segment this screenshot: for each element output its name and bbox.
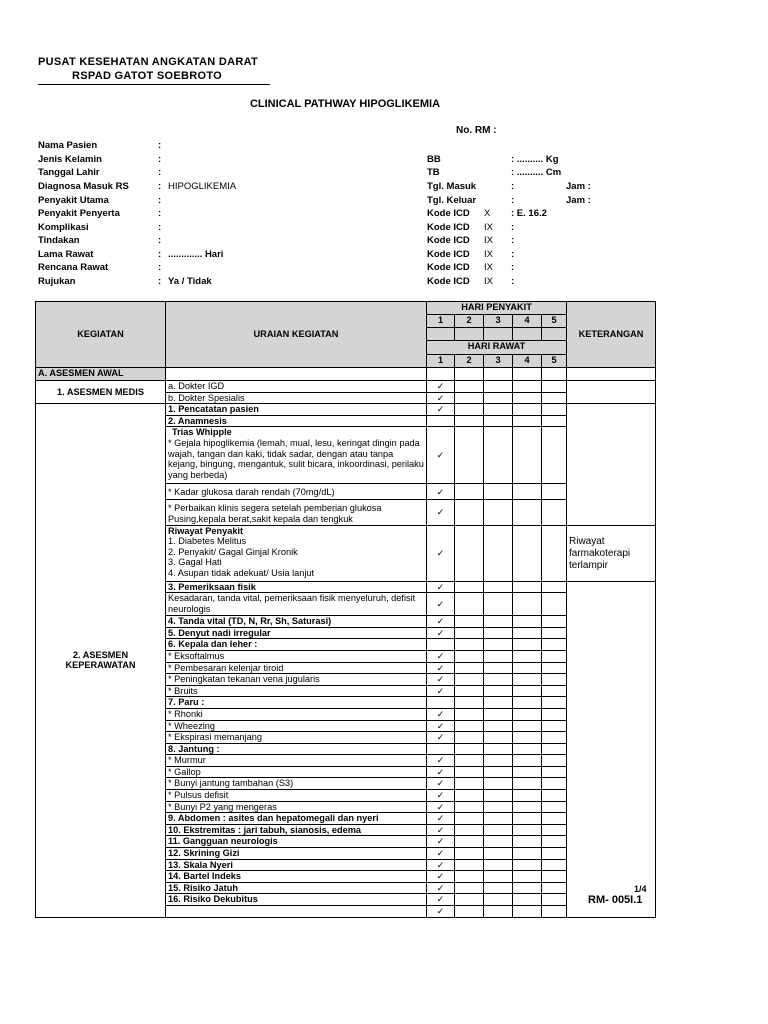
- row-text: * Bruits: [166, 685, 427, 697]
- field-label: Diagnosa Masuk RS: [38, 181, 129, 192]
- asesmen-keperawatan-text: 2. ASESMEN KEPERAWATAN: [65, 649, 136, 671]
- field-code: IX: [484, 249, 493, 260]
- field-value: : .......... Kg: [511, 154, 559, 165]
- check-icon: ✓: [427, 674, 455, 686]
- row-text: * Gallop: [166, 766, 427, 778]
- check-icon: ✓: [427, 685, 455, 697]
- field-label: Kode ICD: [427, 235, 470, 246]
- check-icon: ✓: [427, 871, 455, 883]
- col-kegiatan-header: KEGIATAN: [36, 302, 166, 368]
- field-value: : E. 16.2: [511, 208, 547, 219]
- trias-whipple-title: Trias Whipple: [172, 427, 232, 438]
- row-text: * Peningkatan tekanan vena jugularis: [166, 674, 427, 686]
- field-value: :: [511, 181, 515, 192]
- field-label: Penyakit Penyerta: [38, 208, 120, 219]
- check-icon: ✓: [427, 708, 455, 720]
- check-icon: ✓: [427, 404, 455, 416]
- field-colon: :: [158, 195, 162, 206]
- field-label: Lama Rawat: [38, 249, 94, 260]
- blank-cell: [427, 368, 455, 381]
- field-extra: Jam :: [566, 181, 591, 192]
- check-icon: ✓: [427, 813, 455, 825]
- field-colon: :: [158, 276, 162, 287]
- day-cell: 5: [542, 315, 567, 328]
- field-colon: :: [158, 140, 162, 151]
- row-text: 15. Risiko Jatuh: [166, 882, 427, 894]
- blank-cell: [484, 328, 513, 341]
- hari-rawat-header: HARI RAWAT: [427, 341, 567, 355]
- check-icon: ✓: [427, 848, 455, 860]
- day-cell: 3: [484, 355, 513, 368]
- field-colon: :: [158, 222, 162, 233]
- check-icon: ✓: [427, 732, 455, 744]
- row-text: * Ekspirasi memanjang: [166, 732, 427, 744]
- asesmen-keperawatan-label: [36, 404, 166, 917]
- diagnosis-value: HIPOGLIKEMIA: [168, 181, 237, 192]
- blank-cell: [542, 368, 567, 381]
- field-code: IX: [484, 222, 493, 233]
- check-icon: ✓: [427, 766, 455, 778]
- lama-rawat-value: ............. Hari: [168, 249, 224, 260]
- row-text: * Perbaikan klinis segera setelah pemberian glukosa Pusing,kepala berat,sakit kepala dan tengkuk: [166, 500, 427, 525]
- row-text: 7. Paru :: [166, 697, 427, 709]
- check-icon: ✓: [427, 755, 455, 767]
- riwayat-title: Riwayat Penyakit: [168, 525, 244, 536]
- riwayat-line: 1. Diabetes Melitus: [168, 536, 247, 547]
- keterangan-note: Riwayat farmakoterapi terlampir: [567, 525, 656, 581]
- no-rm-label: No. RM :: [456, 125, 497, 136]
- field-label: Penyakit Utama: [38, 195, 109, 206]
- check-icon: ✓: [427, 859, 455, 871]
- check-icon: ✓: [427, 616, 455, 628]
- field-label: Nama Pasien: [38, 140, 98, 151]
- day-cell: 1: [427, 315, 455, 328]
- field-colon: :: [158, 208, 162, 219]
- day-cell: 2: [455, 315, 484, 328]
- row-text: * Bunyi jantung tambahan (S3): [166, 778, 427, 790]
- row-text: 5. Denyut nadi irregular: [166, 627, 427, 639]
- field-value: :: [511, 276, 515, 287]
- check-icon: ✓: [427, 581, 455, 593]
- field-colon: :: [158, 235, 162, 246]
- day-cell: 2: [455, 355, 484, 368]
- row-text: 3. Pemeriksaan fisik: [166, 581, 427, 593]
- check-icon: ✓: [427, 906, 455, 918]
- row-text: * Eksoftalmus: [166, 650, 427, 662]
- row-text: a. Dokter IGD: [166, 381, 427, 393]
- field-code: X: [484, 208, 491, 219]
- day-cell: 5: [542, 355, 567, 368]
- check-icon: ✓: [427, 882, 455, 894]
- blank-cell: [567, 404, 656, 525]
- asesmen-medis-label: 1. ASESMEN MEDIS: [36, 381, 166, 404]
- row-text: * Kadar glukosa darah rendah (70mg/dL): [166, 484, 427, 500]
- row-text: 8. Jantung :: [166, 743, 427, 755]
- field-label: Tgl. Masuk: [427, 181, 477, 192]
- row-text: 9. Abdomen : asites dan hepatomegali dan nyeri: [166, 813, 427, 825]
- row-text: [166, 906, 427, 918]
- riwayat-line: 2. Penyakit/ Gagal Ginjal Kronik: [168, 546, 298, 557]
- form-code: RM- 005I.1: [588, 894, 643, 906]
- field-value: : .......... Cm: [511, 167, 562, 178]
- row-text: * Bunyi P2 yang mengeras: [166, 801, 427, 813]
- field-value: :: [511, 235, 515, 246]
- row-text: b. Dokter Spesialis: [166, 392, 427, 404]
- table-row: [36, 404, 656, 416]
- field-label: Tindakan: [38, 235, 80, 246]
- row-text: * Pembesaran kelenjar tiroid: [166, 662, 427, 674]
- check-icon: ✓: [427, 500, 455, 525]
- check-icon: ✓: [427, 525, 455, 581]
- riwayat-line: 4. Asupan tidak adekuat/ Usia lanjut: [168, 567, 315, 578]
- blank-cell: [455, 328, 484, 341]
- check-icon: ✓: [427, 778, 455, 790]
- day-cell: 4: [513, 355, 542, 368]
- check-icon: ✓: [427, 894, 455, 906]
- header-divider: [38, 84, 270, 85]
- row-text: 4. Tanda vital (TD, N, Rr, Sh, Saturasi): [166, 616, 427, 628]
- field-colon: :: [158, 249, 162, 260]
- row-text: 12. Skrining Gizi: [166, 848, 427, 860]
- blank-cell: [513, 328, 542, 341]
- row-text: * Pulsus defisit: [166, 790, 427, 802]
- field-colon: :: [158, 262, 162, 273]
- field-label: Tanggal Lahir: [38, 167, 100, 178]
- field-code: IX: [484, 235, 493, 246]
- row-text: * Wheezing: [166, 720, 427, 732]
- row-text: [166, 427, 427, 484]
- check-icon: ✓: [427, 662, 455, 674]
- check-icon: ✓: [427, 627, 455, 639]
- field-value: :: [511, 262, 515, 273]
- row-text: 6. Kepala dan leher :: [166, 639, 427, 651]
- check-icon: ✓: [427, 790, 455, 802]
- blank-cell: [567, 368, 656, 381]
- field-label: Kode ICD: [427, 276, 470, 287]
- field-value: :: [511, 195, 515, 206]
- table-row: [36, 381, 656, 393]
- check-icon: ✓: [427, 650, 455, 662]
- field-value: :: [511, 249, 515, 260]
- field-label: Komplikasi: [38, 222, 89, 233]
- field-label: Kode ICD: [427, 222, 470, 233]
- page-number: 1/4: [634, 884, 647, 894]
- check-icon: ✓: [427, 824, 455, 836]
- check-icon: ✓: [427, 484, 455, 500]
- row-text: 13. Skala Nyeri: [166, 859, 427, 871]
- rujukan-value: Ya / Tidak: [168, 276, 212, 287]
- field-label: Jenis Kelamin: [38, 154, 102, 165]
- blank-cell: [542, 328, 567, 341]
- row-text: Kesadaran, tanda vital, pemeriksaan fisik menyeluruh, defisit neurologis: [166, 593, 427, 616]
- org-line-1: PUSAT KESEHATAN ANGKATAN DARAT: [38, 56, 259, 68]
- day-cell: 3: [484, 315, 513, 328]
- row-text: * Rhonki: [166, 708, 427, 720]
- field-colon: :: [158, 181, 162, 192]
- field-label: Kode ICD: [427, 208, 470, 219]
- field-label: BB: [427, 154, 441, 165]
- blank-cell: [567, 581, 656, 917]
- check-icon: ✓: [427, 836, 455, 848]
- field-code: IX: [484, 276, 493, 287]
- blank-cell: [513, 368, 542, 381]
- trias-whipple-text: * Gejala hipoglikemia (lemah, mual, lesu, keringat dingin pada wajah, tangan dan kaki, tidak sadar, dengan atau tanpa kejang, bingung, mengantuk, sulit bicara, inkoordinasi, perilaku yang berbeda): [168, 437, 424, 480]
- row-text: 16. Risiko Dekubitus: [166, 894, 427, 906]
- check-icon: ✓: [427, 381, 455, 393]
- row-text: 14. Bartel Indeks: [166, 871, 427, 883]
- row-text: [166, 525, 427, 581]
- row-text: 2. Anamnesis: [166, 415, 427, 427]
- field-label: Rujukan: [38, 276, 76, 287]
- row-text: * Murmur: [166, 755, 427, 767]
- day-cell: 1: [427, 355, 455, 368]
- row-text: 10. Ekstremitas : jari tabuh, sianosis, edema: [166, 824, 427, 836]
- field-extra: Jam :: [566, 195, 591, 206]
- field-label: Rencana Rawat: [38, 262, 109, 273]
- document-title: CLINICAL PATHWAY HIPOGLIKEMIA: [249, 98, 441, 110]
- check-icon: ✓: [427, 392, 455, 404]
- field-colon: :: [158, 154, 162, 165]
- check-icon: ✓: [427, 720, 455, 732]
- riwayat-line: 3. Gagal Hati: [168, 557, 222, 568]
- check-icon: ✓: [427, 593, 455, 616]
- field-label: Kode ICD: [427, 249, 470, 260]
- field-label: Tgl. Keluar: [427, 195, 477, 206]
- check-icon: ✓: [427, 801, 455, 813]
- col-uraian-header: URAIAN KEGIATAN: [166, 302, 427, 368]
- row-text: 1. Pencatatan pasien: [166, 404, 427, 416]
- hari-penyakit-header: HARI PENYAKIT: [427, 302, 567, 315]
- blank-cell: [484, 368, 513, 381]
- clinical-pathway-table: [35, 301, 656, 918]
- field-value: :: [511, 222, 515, 233]
- section-a-label: A. ASESMEN AWAL: [36, 368, 166, 381]
- day-cell: 4: [513, 315, 542, 328]
- field-label: Kode ICD: [427, 262, 470, 273]
- field-label: TB: [427, 167, 440, 178]
- check-icon: ✓: [427, 427, 455, 484]
- blank-cell: [455, 368, 484, 381]
- org-line-2: RSPAD GATOT SOEBROTO: [72, 70, 223, 82]
- blank-cell: [427, 328, 455, 341]
- blank-cell: [166, 368, 427, 381]
- field-colon: :: [158, 167, 162, 178]
- field-code: IX: [484, 262, 493, 273]
- row-text: 11. Gangguan neurologis: [166, 836, 427, 848]
- keterangan-header: KETERANGAN: [567, 302, 656, 368]
